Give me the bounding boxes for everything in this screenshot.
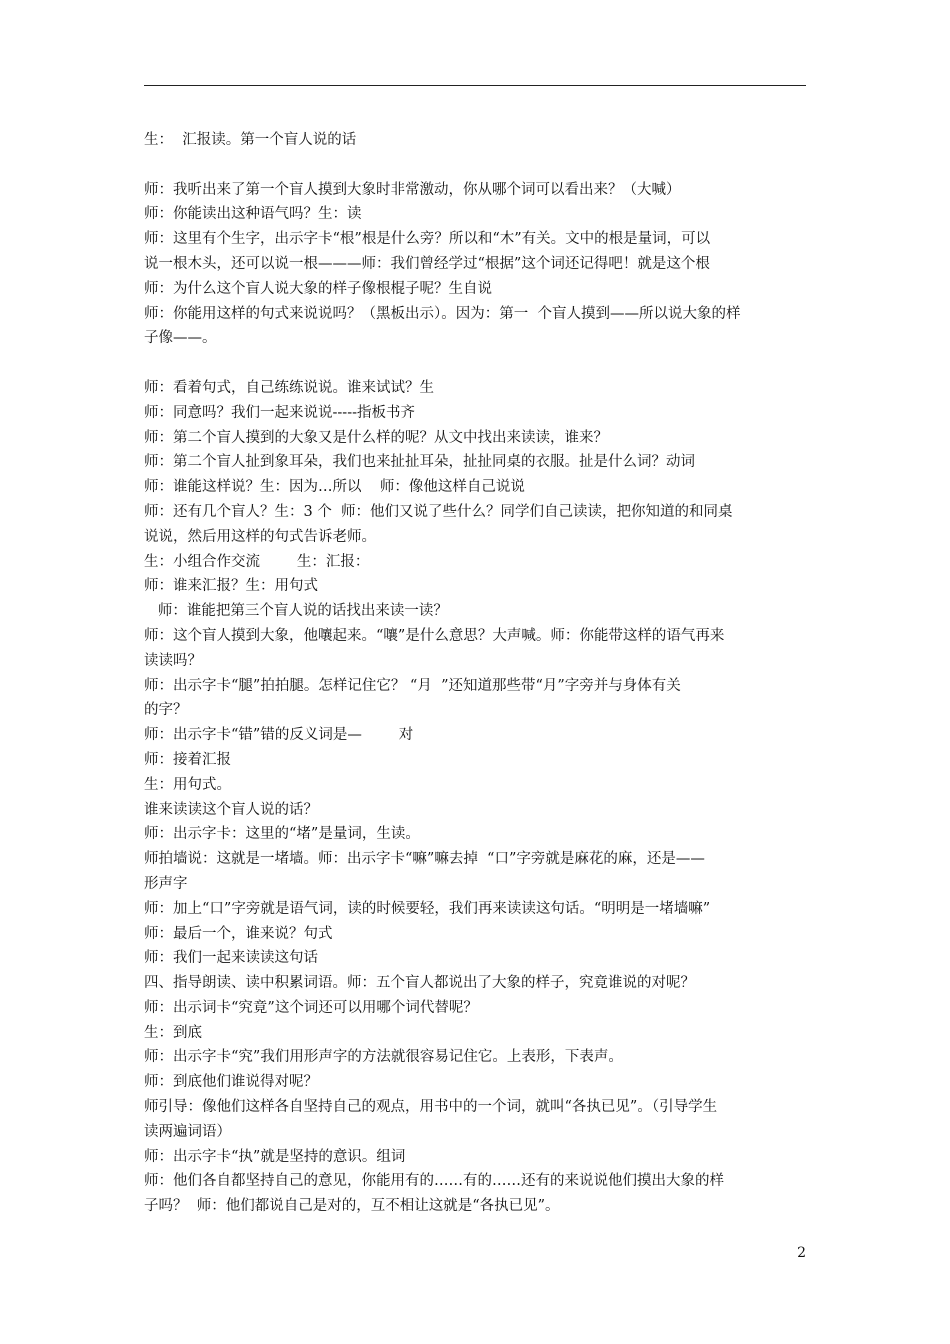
text-line: 师：出示字卡“腿”拍拍腿。怎样记住它？ “月 ”还知道那些带“月”字旁并与身体有关 xyxy=(144,677,681,694)
text-line: 师：加上“口”字旁就是语气词，读的时候要轻，我们再来读读这句话。“明明是一堵墙嘛” xyxy=(144,900,711,917)
text-line: 生：到底 xyxy=(144,1024,202,1041)
text-line: 生： 汇报读。第一个盲人说的话 xyxy=(144,132,357,148)
text-line: 师：为什么这个盲人说大象的样子像根棍子呢？生自说 xyxy=(144,280,492,297)
text-line: 师：同意吗？我们一起来说说-----指板书齐 xyxy=(144,404,415,421)
text-line: 师：第二个盲人摸到的大象又是什么样的呢？从文中找出来读读，谁来？ xyxy=(144,429,608,446)
text-line: 师：谁能把第三个盲人说的话找出来读一读？ xyxy=(144,603,448,620)
text-line: 师：谁能这样说？生：因为…所以 师：像他这样自己说说 xyxy=(144,479,525,496)
text-line: 读读吗？ xyxy=(144,652,202,669)
text-line: 谁来读读这个盲人说的话？ xyxy=(144,801,318,818)
text-line: 形声字 xyxy=(144,875,188,892)
blank-line xyxy=(144,351,810,376)
text-line: 师：最后一个，谁来说？句式 xyxy=(144,925,333,942)
text-line: 师：这里有个生字，出示字卡“根”根是什么旁？所以和“木”有关。文中的根是量词，可以 xyxy=(144,231,711,248)
text-line: 师：还有几个盲人？生：3 个 师：他们又说了些什么？同学们自己读读，把你知道的和同桌 xyxy=(144,503,733,520)
text-line: 读两遍词语） xyxy=(144,1123,231,1140)
text-line: 子像——。 xyxy=(144,330,217,347)
text-line: 师：看着句式，自己练练说说。谁来试试？生 xyxy=(144,379,434,396)
text-line: 师：你能读出这种语气吗？生：读 xyxy=(144,206,362,223)
text-line: 师：出示字卡“错”错的反义词是— 对 xyxy=(144,727,414,744)
text-line: 师拍墙说：这就是一堵墙。师：出示字卡“嘛”嘛去掉 “口”字旁就是麻花的麻，还是—— xyxy=(144,851,705,868)
text-line: 师：这个盲人摸到大象，他嚷起来。“嚷”是什么意思？大声喊。师：你能带这样的语气再来 xyxy=(144,627,725,644)
text-line: 师：接着汇报 xyxy=(144,751,231,768)
text-line: 师：我们一起来读读这句话 xyxy=(144,950,318,967)
text-line: 说一根木头，还可以说一根———师：我们曾经学过“根据”这个词还记得吧！就是这个根 xyxy=(144,255,710,272)
text-line: 师引导：像他们这样各自坚持自己的观点，用书中的一个词，就叫“各执已见”。（引导学生 xyxy=(144,1099,718,1116)
text-line: 师：他们各自都坚持自己的意见，你能用有的……有的……还有的来说说他们摸出大象的样 xyxy=(144,1173,724,1190)
text-line: 师：第二个盲人扯到象耳朵，我们也来扯扯耳朵，扯扯同桌的衣服。扯是什么词？动词 xyxy=(144,454,695,471)
header-rule xyxy=(144,85,806,86)
text-line: 说说，然后用这样的句式告诉老师。 xyxy=(144,528,376,545)
text-line: 师：谁来汇报？生：用句式 xyxy=(144,578,318,595)
text-line: 师：到底他们谁说得对呢？ xyxy=(144,1074,318,1091)
text-line: 子吗？ 师：他们都说自己是对的，互不相让这就是“各执已见”。 xyxy=(144,1198,560,1215)
page-number: 2 xyxy=(797,1245,806,1261)
text-line: 师：出示字卡：这里的“堵”是量词，生读。 xyxy=(144,826,420,843)
text-line: 师：你能用这样的句式来说说吗？（黑板出示）。因为：第一 个盲人摸到——所以说大象的样 xyxy=(144,305,741,322)
text-line: 生：小组合作交流 生：汇报： xyxy=(144,553,370,570)
text-line: 师：我听出来了第一个盲人摸到大象时非常激动，你从哪个词可以看出来？（大喊） xyxy=(144,181,681,198)
text-line: 四、指导朗读、读中积累词语。师：五个盲人都说出了大象的样子，究竟谁说的对呢？ xyxy=(144,975,695,992)
document-body xyxy=(144,128,810,1219)
blank-line xyxy=(144,153,810,178)
text-line: 师：出示词卡“究竟”这个词还可以用哪个词代替呢？ xyxy=(144,999,478,1016)
text-line: 的字？ xyxy=(144,702,188,719)
text-line: 师：出示字卡“究”我们用形声字的方法就很容易记住它。上表形，下表声。 xyxy=(144,1049,623,1066)
text-line: 生：用句式。 xyxy=(144,776,231,793)
text-line: 师：出示字卡“执”就是坚持的意识。组词 xyxy=(144,1148,406,1165)
